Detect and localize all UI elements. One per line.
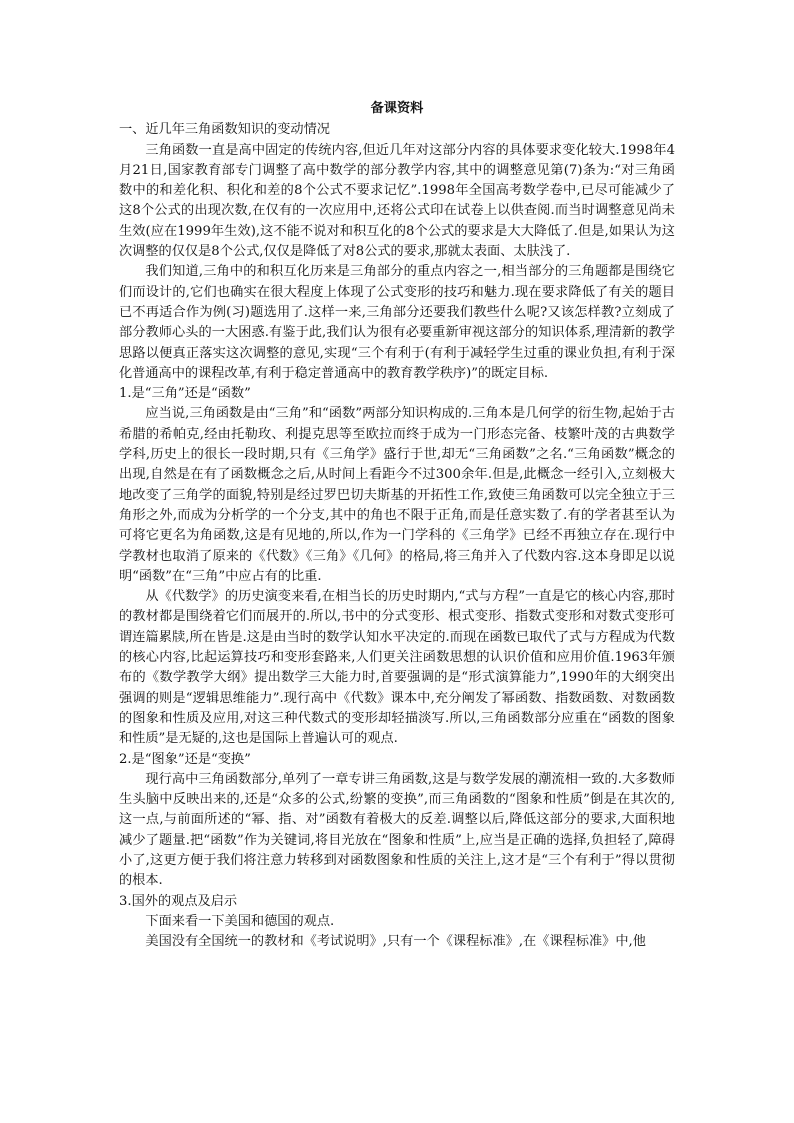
paragraph-7: 美国没有全国统一的教材和《考试说明》,只有一个《课程标准》,在《课程标准》中,他 <box>145 934 646 950</box>
subheading-2: 2.是“图象”还是“变换” <box>119 751 251 767</box>
paragraph-5: 现行高中三角函数部分,单列了一章专讲三角函数,这是与数学发展的潮流相一致的.大多数师生头脑中反映出来的,还是“众多的公式,纷繁的变换”,而三角函数的“图象和性质”倒是在其次的,这一点,与前面所述的“幂、指、对”函数有着极大的反差.调整以后,降低这部分的要求,大面积地减少了题量.把“函数”作为关键词,将目光放在“图象和性质”上,应当是正确的选择,负担轻了,障碍小了,这更方便于我们将注意力转移到对函数图象和性质的关注上,这才是“三个有利于”得以贯彻的根本. <box>119 771 675 889</box>
subheading-3: 3.国外的观点及启示 <box>119 893 238 909</box>
paragraph-3: 应当说,三角函数是由“三角”和“函数”两部分知识构成的.三角本是几何学的衍生物,起始于古希腊的希帕克,经由托勒玫、利提克思等至欧拉而终于成为一门形态完备、枝繁叶茂的古典数学学科,历史上的很长一段时期,只有《三角学》盛行于世,却无“三角函数”之名.“三角函数”概念的出现,自然是在有了函数概念之后,从时间上看距今不过300余年.但是,此概念一经引入,立刻极大地改变了三角学的面貌,特别是经过罗巴切夫斯基的开拓性工作,致使三角函数可以完全独立于三角形之外,而成为分析学的一个分支,其中的角也不限于正角,而是任意实数了.有的学者甚至认为可将它更名为角函数,这是有见地的,所以,作为一门学科的《三角学》已经不再独立存在.现行中学教材也取消了原来的《代数》《三角》《几何》的格局,将三角并入了代数内容.这本身即足以说明“函数”在“三角”中应占有的比重. <box>119 406 675 584</box>
document-title: 备课资料 <box>370 101 424 116</box>
subheading-1: 1.是“三角”还是“函数” <box>119 386 251 402</box>
paragraph-6: 下面来看一下美国和德国的观点. <box>145 913 335 929</box>
document-page <box>119 99 675 952</box>
section-heading-1: 一、近几年三角函数知识的变动情况 <box>119 122 330 138</box>
paragraph-1: 三角函数一直是高中固定的传统内容,但近几年对这部分内容的具体要求变化较大.1998年4月21日,国家教育部专门调整了高中数学的部分教学内容,其中的调整意见第(7)条为:“对三角函数中的和差化积、积化和差的8个公式不要求记忆”.1998年全国高考数学卷中,已尽可能减少了这8个公式的出现次数,在仅有的一次应用中,还将公式印在试卷上以供查阅.而当时调整意见尚未生效(应在1999年生效),这不能不说对和积互化的8个公式的要求是大大降低了.但是,如果认为这次调整的仅仅是8个公式,仅仅是降低了对8公式的要求,那就太表面、太肤浅了. <box>119 142 675 260</box>
paragraph-4: 从《代数学》的历史演变来看,在相当长的历史时期内,“式与方程”一直是它的核心内容,那时的教材都是围绕着它们而展开的.所以,书中的分式变形、根式变形、指数式变形和对数式变形可谓连篇累牍,所在皆是.这是由当时的数学认知水平决定的.而现在函数已取代了式与方程成为代数的核心内容,比起运算技巧和变形套路来,人们更关注函数思想的认识价值和应用价值.1963年颁布的《数学教学大纲》提出数学三大能力时,首要强调的是“形式演算能力”,1990年的大纲突出强调的则是“逻辑思维能力”.现行高中《代数》课本中,充分阐发了幂函数、指数函数、对数函数的图象和性质及应用,对这三种代数式的变形却轻描淡写.所以,三角函数部分应重在“函数的图象和性质”是无疑的,这也是国际上普遍认可的观点. <box>119 589 675 747</box>
paragraph-2: 我们知道,三角中的和积互化历来是三角部分的重点内容之一,相当部分的三角题都是围绕它们而设计的,它们也确实在很大程度上体现了公式变形的技巧和魅力.现在要求降低了有关的题目已不再适合作为例(习)题选用了.这样一来,三角部分还要我们教些什么呢?又该怎样教?立刻成了部分教师心头的一大困惑.有鉴于此,我们认为很有必要重新审视这部分的知识体系,理清新的教学思路以便真正落实这次调整的意见,实现“三个有利于(有利于减轻学生过重的课业负担,有利于深化普通高中的课程改革,有利于稳定普通高中的教育教学秩序)”的既定目标. <box>119 264 675 381</box>
